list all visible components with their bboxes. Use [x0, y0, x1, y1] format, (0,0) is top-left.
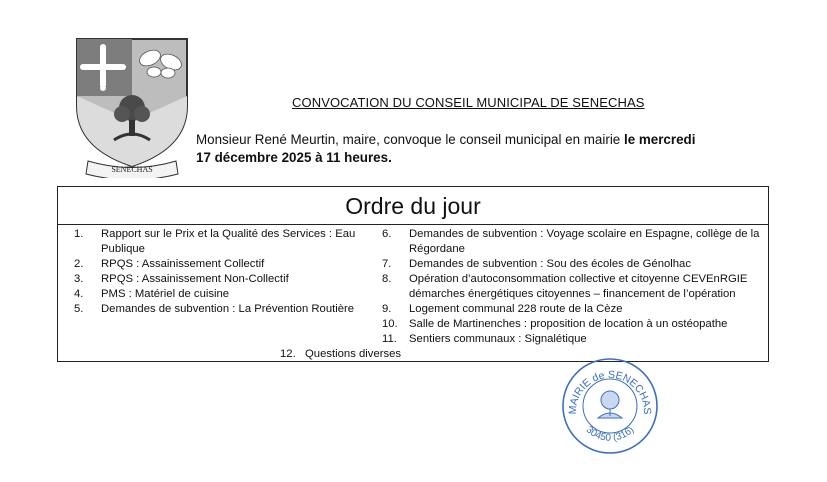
- agenda-item-text: Rapport sur le Prix et la Qualité des Services : Eau Publique: [101, 228, 356, 255]
- agenda-item-text: Demandes de subvention : La Prévention Routière: [101, 303, 355, 315]
- agenda-item: [382, 332, 764, 347]
- agenda-item: [382, 302, 764, 317]
- crest-banner-text: SENECHAS: [111, 165, 153, 174]
- agenda-item-text: Demandes de subvention : Sou des écoles de Génolhac: [409, 258, 691, 270]
- agenda-item-number: 9.: [382, 303, 392, 315]
- agenda-item-number: 3.: [74, 273, 84, 285]
- agenda-item: [382, 257, 764, 272]
- intro-text: Monsieur René Meurtin, maire, convoque le conseil municipal en mairie: [196, 132, 624, 147]
- agenda-divider: [58, 224, 768, 225]
- agenda-title: Ordre du jour: [345, 193, 481, 219]
- agenda-item: [74, 287, 364, 302]
- agenda-item-text: Sentiers communaux : Signalétique: [409, 333, 587, 345]
- agenda-item-number: 1.: [74, 228, 84, 240]
- intro-day: le mercredi: [623, 132, 696, 147]
- intro-date: 17 décembre 2025 à 11 heures.: [196, 150, 392, 165]
- agenda-item-last: [280, 347, 401, 362]
- agenda-item-text: Salle de Martinenches : proposition de location à un ostéopathe: [409, 318, 728, 330]
- agenda-item-text: Questions diverses: [305, 348, 402, 360]
- agenda-item-text: RPQS : Assainissement Non-Collectif: [101, 273, 289, 285]
- agenda-item: [74, 227, 364, 257]
- agenda-item-number: 8.: [382, 273, 392, 285]
- agenda-item-number: 6.: [382, 228, 392, 240]
- agenda-item-number: 10.: [382, 318, 398, 330]
- agenda-right-column: [382, 227, 764, 347]
- agenda-item-text: Opération d’autoconsommation collective et citoyenne CEVEnRGIE démarches énergétiques citoyennes – financement de l’opération: [409, 273, 748, 300]
- agenda-left-column: [74, 227, 364, 317]
- agenda-item-number: 5.: [74, 303, 84, 315]
- agenda-item: [74, 257, 364, 272]
- agenda-item-text: RPQS : Assainissement Collectif: [101, 258, 265, 270]
- commune-crest: [74, 36, 190, 178]
- agenda-item-number: 12.: [280, 348, 296, 360]
- agenda-item-number: 7.: [382, 258, 392, 270]
- agenda-item-number: 4.: [74, 288, 84, 300]
- agenda-item: [382, 227, 764, 257]
- agenda-item: [382, 317, 764, 332]
- agenda-item-text: Logement communal 228 route de la Cèze: [409, 303, 623, 315]
- agenda-box: [57, 186, 769, 362]
- agenda-item: [74, 302, 364, 317]
- agenda-item-number: 2.: [74, 258, 84, 270]
- agenda-item-text: PMS : Matériel de cuisine: [101, 288, 230, 300]
- mairie-stamp: [560, 356, 660, 456]
- convocation-intro: [196, 131, 756, 167]
- agenda-item-number: 11.: [382, 333, 397, 345]
- stamp-top-text: MAIRIE de SENECHAS: [566, 368, 654, 415]
- agenda-item-text: Demandes de subvention : Voyage scolaire en Espagne, collège de la Régordane: [409, 228, 760, 255]
- stamp-bottom-text: 30450 (316): [583, 424, 637, 444]
- convocation-title: CONVOCATION DU CONSEIL MUNICIPAL DE SENECHAS: [292, 95, 645, 110]
- stamp-emblem-icon: [598, 391, 622, 418]
- agenda-item: [74, 272, 364, 287]
- agenda-item: [382, 272, 764, 302]
